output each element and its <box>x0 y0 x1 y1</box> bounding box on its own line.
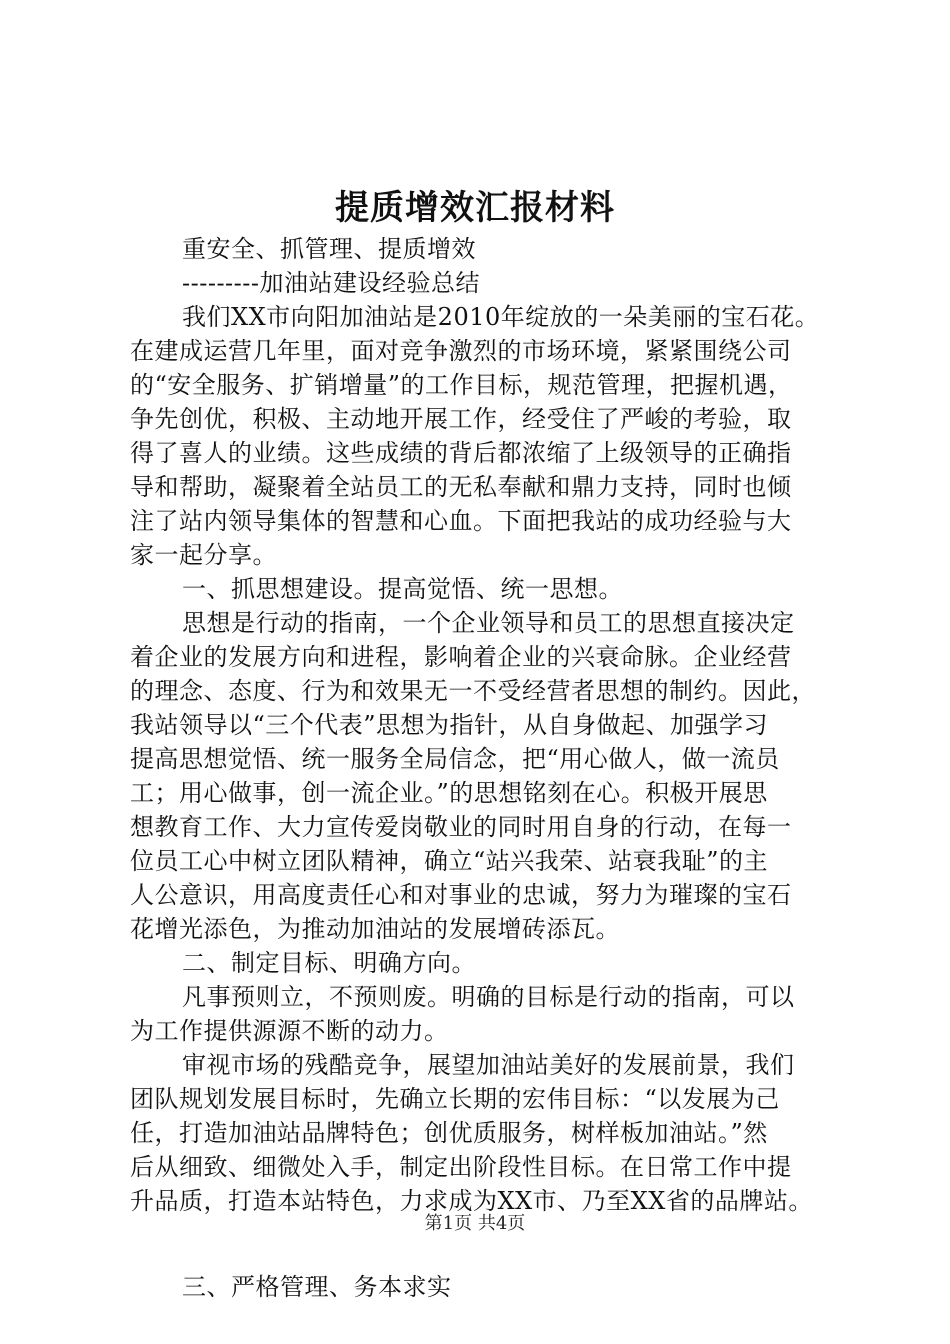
paragraph-line: 提高思想觉悟、统一服务全局信念，把“用心做人，做一流员 <box>130 745 780 773</box>
paragraph-line: 工；用心做事，创一流企业。”的思想铭刻在心。积极开展思 <box>130 779 768 807</box>
paragraph-line: 争先创优，积极、主动地开展工作，经受住了严峻的考验，取 <box>130 405 792 433</box>
paragraph-line: 注了站内领导集体的智慧和心血。下面把我站的成功经验与大 <box>130 507 792 535</box>
paragraph-line: 升品质，打造本站特色，力求成为XX市、乃至XX省的品牌站。 <box>130 1187 813 1215</box>
paragraph-line: 审视市场的残酷竞争，展望加油站美好的发展前景，我们 <box>182 1051 795 1079</box>
section-heading: 三、严格管理、务本求实 <box>182 1273 452 1301</box>
paragraph-line: 我站领导以“三个代表”思想为指针，从自身做起、加强学习 <box>130 711 769 739</box>
paragraph-line: 着企业的发展方向和进程，影响着企业的兴衰命脉。企业经营 <box>130 643 792 671</box>
paragraph-line: 思想是行动的指南，一个企业领导和员工的思想直接决定 <box>182 609 795 637</box>
paragraph-line: 我们XX市向阳加油站是2010年绽放的一朵美丽的宝石花。 <box>182 303 820 331</box>
paragraph-line: 凡事预则立，不预则废。明确的目标是行动的指南，可以 <box>182 983 795 1011</box>
paragraph-line: 团队规划发展目标时，先确立长期的宏伟目标：“以发展为己 <box>130 1085 780 1113</box>
paragraph-line: 导和帮助，凝聚着全站员工的无私奉献和鼎力支持，同时也倾 <box>130 473 792 501</box>
subtitle-line: ---------加油站建设经验总结 <box>182 269 480 297</box>
paragraph-line: 为工作提供源源不断的动力。 <box>130 1017 449 1045</box>
paragraph-line: 家一起分享。 <box>130 541 277 569</box>
document-body <box>130 232 850 1304</box>
paragraph-line: 任，打造加油站品牌特色；创优质服务，树样板加油站。”然 <box>130 1119 768 1147</box>
page-number-footer: 第1页 共4页 <box>424 1213 526 1234</box>
paragraph-line: 后从细致、细微处入手，制定出阶段性目标。在日常工作中提 <box>130 1153 792 1181</box>
paragraph-line: 花增光添色，为推动加油站的发展增砖添瓦。 <box>130 915 620 943</box>
paragraph-line: 的理念、态度、行为和效果无一不受经营者思想的制约。因此， <box>130 677 816 705</box>
section-heading: 一、抓思想建设。提高觉悟、统一思想。 <box>182 575 623 603</box>
subtitle-line: 重安全、抓管理、提质增效 <box>182 235 476 263</box>
paragraph-line: 在建成运营几年里，面对竞争激烈的市场环境，紧紧围绕公司 <box>130 337 792 365</box>
paragraph-line: 得了喜人的业绩。这些成绩的背后都浓缩了上级领导的正确指 <box>130 439 792 467</box>
section-heading: 二、制定目标、明确方向。 <box>182 949 476 977</box>
paragraph-line: 位员工心中树立团队精神，确立“站兴我荣、站衰我耻”的主 <box>130 847 769 875</box>
paragraph-line: 想教育工作、大力宣传爱岗敬业的同时用自身的行动，在每一 <box>130 813 792 841</box>
paragraph-line: 的“安全服务、扩销增量”的工作目标，规范管理，把握机遇， <box>130 371 793 399</box>
paragraph-line: 人公意识，用高度责任心和对事业的忠诚，努力为璀璨的宝石 <box>130 881 792 909</box>
document-title: 提质增效汇报材料 <box>335 188 615 228</box>
